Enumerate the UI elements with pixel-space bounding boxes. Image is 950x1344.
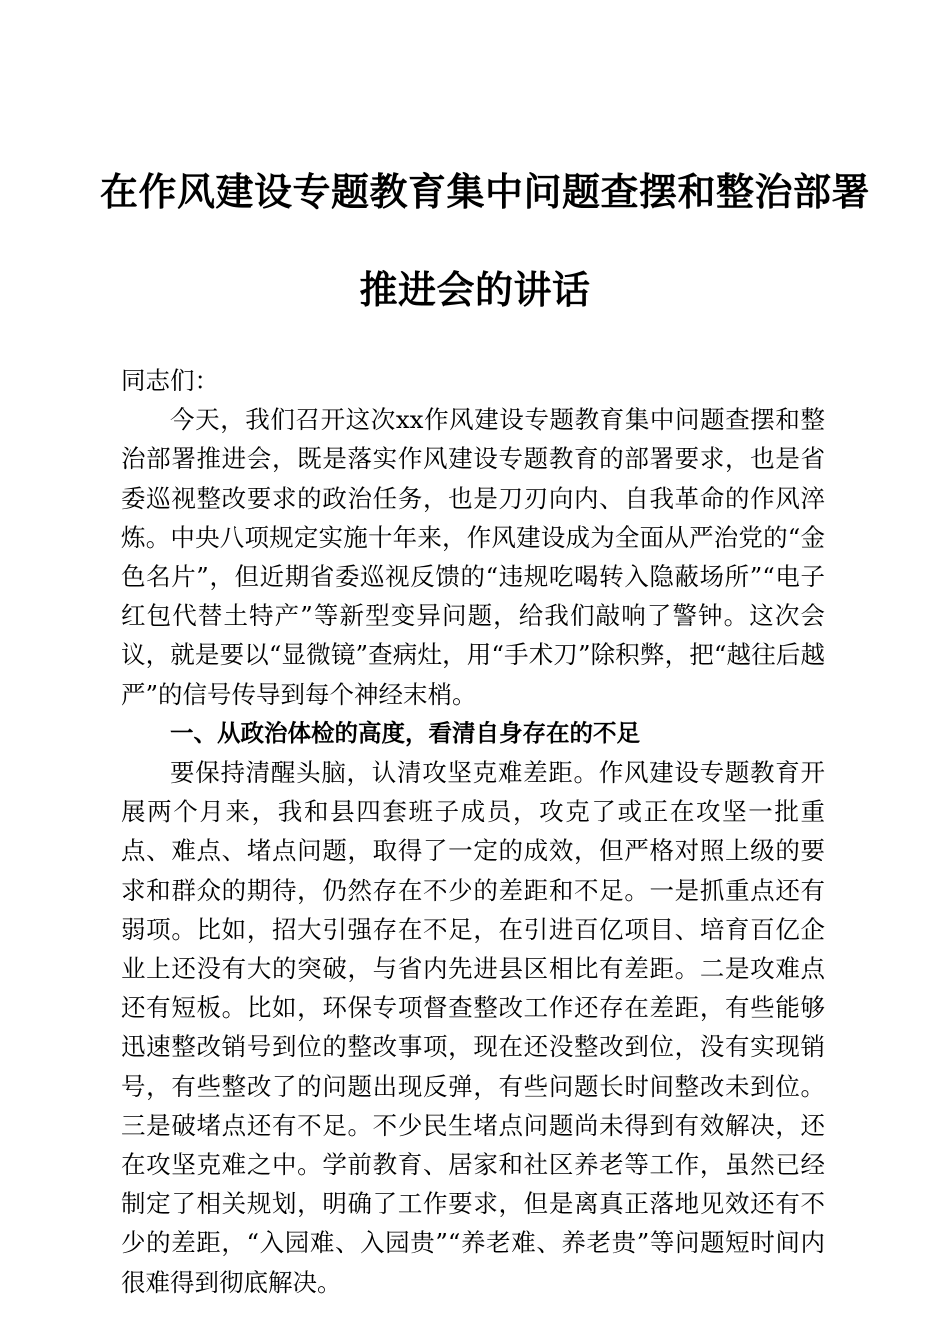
intro-paragraph: 今天，我们召开这次xx作风建设专题教育集中问题查摆和整治部署推进会，既是落实作风建设专题教育的部署要求，也是省委巡视整改要求的政治任务，也是刀刃向内、自我革命的作风淬炼。中央八项规定实施十年来，作风建设成为全面从严治党的“金色名片”，但近期省委巡视反馈的“违规吃喝转入隐蔽场所”“电子红包代替土特产”等新型变异问题，给我们敲响了警钟。这次会议，就是要以“显微镜”查病灶，用“手术刀”除积弊，把“越往后越严”的信号传导到每个神经末梢。 xyxy=(121,405,825,709)
document-title-line-1: 在作风建设专题教育集中问题查摆和整治部署 xyxy=(100,169,871,214)
salutation: 同志们： xyxy=(121,366,219,395)
document-body xyxy=(121,361,825,1302)
section-1-paragraph: 要保持清醒头脑，认清攻坚克难差距。作风建设专题教育开展两个月来，我和县四套班子成员，攻克了或正在攻坚一批重点、难点、堵点问题，取得了一定的成效，但严格对照上级的要求和群众的期待，仍然存在不少的差距和不足。一是抓重点还有弱项。比如，招大引强存在不足，在引进百亿项目、培育百亿企业上还没有大的突破，与省内先进县区相比有差距。二是攻难点还有短板。比如，环保专项督查整改工作还存在差距，有些能够迅速整改销号到位的整改事项，现在还没整改到位，没有实现销号，有些整改了的问题出现反弹，有些问题长时间整改未到位。三是破堵点还有不足。不少民生堵点问题尚未得到有效解决，还在攻坚克难之中。学前教育、居家和社区养老等工作，虽然已经制定了相关规划，明确了工作要求，但是离真正落地见效还有不少的差距，“入园难、入园贵”“养老难、养老贵”等问题短时间内很难得到彻底解决。 xyxy=(121,758,825,1297)
document-title-line-2: 推进会的讲话 xyxy=(359,267,591,312)
section-heading-1: 一、从政治体检的高度，看清自身存在的不足 xyxy=(170,718,640,747)
